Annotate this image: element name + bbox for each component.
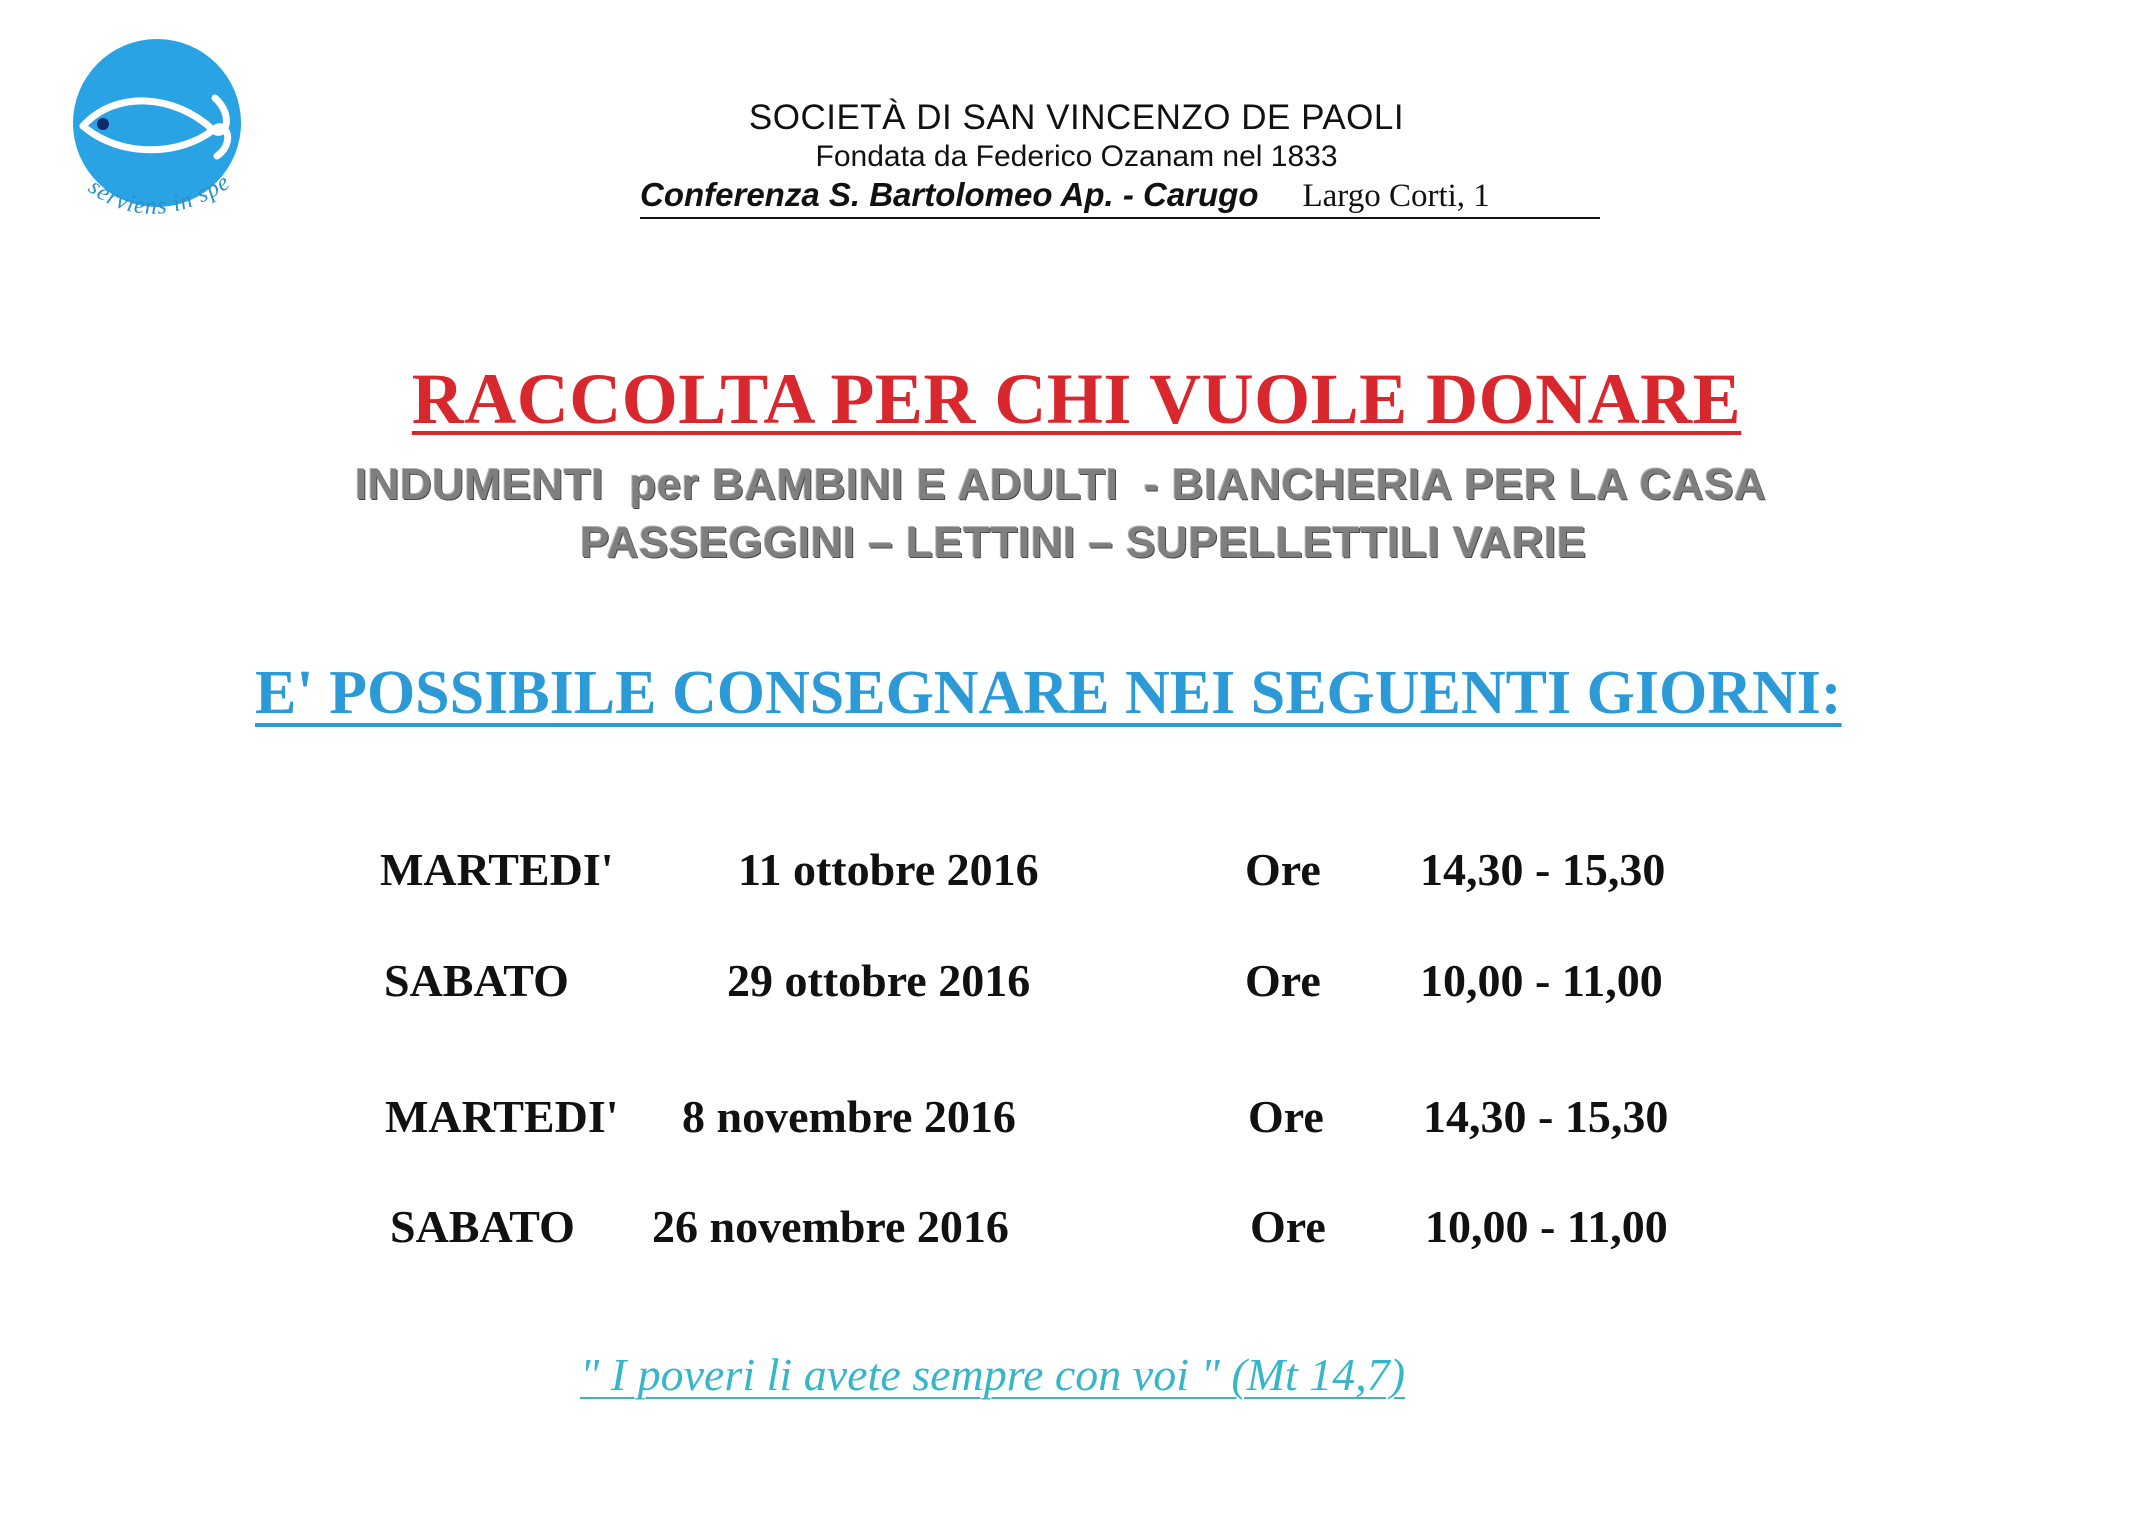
schedule-time: 10,00 - 11,00 (1420, 955, 1663, 1006)
page-title: RACCOLTA PER CHI VUOLE DONARE (411, 359, 1742, 439)
schedule-date: 11 ottobre 2016 (738, 844, 1039, 895)
schedule-day: SABATO (384, 955, 569, 1006)
society-name: SOCIETÀ DI SAN VINCENZO DE PAOLI (748, 98, 1405, 137)
schedule-time: 14,30 - 15,30 (1423, 1091, 1669, 1142)
schedule-day: MARTEDI' (385, 1091, 619, 1142)
schedule-date: 29 ottobre 2016 (727, 955, 1031, 1006)
items-line-1: INDUMENTI per BAMBINI E ADULTI - BIANCHERIA PER LA CASA (355, 460, 1767, 509)
founded-line: Fondata da Federico Ozanam nel 1833 (815, 140, 1338, 173)
schedule-ore-label: Ore (1248, 1091, 1324, 1142)
schedule-ore-label: Ore (1245, 844, 1321, 895)
logo-motto: serviens in spe (83, 168, 235, 220)
conference-name: Conferenza S. Bartolomeo Ap. - Carugo (640, 176, 1259, 213)
society-logo (65, 38, 255, 238)
schedule-day: MARTEDI' (380, 844, 614, 895)
schedule-time: 10,00 - 11,00 (1425, 1201, 1668, 1252)
schedule-date: 8 novembre 2016 (682, 1091, 1016, 1142)
delivery-heading: E' POSSIBILE CONSEGNARE NEI SEGUENTI GIORNI: (255, 659, 1842, 727)
conference-address: Largo Corti, 1 (1302, 178, 1490, 214)
schedule-date: 26 novembre 2016 (652, 1201, 1009, 1252)
schedule-day: SABATO (390, 1201, 575, 1252)
conference-line (640, 176, 1600, 219)
items-line-2: PASSEGGINI – LETTINI – SUPELLETTILI VARIE (580, 518, 1587, 567)
bible-quote: " I poveri li avete sempre con voi " (Mt 14,7) (580, 1349, 1406, 1400)
schedule-ore-label: Ore (1245, 955, 1321, 1006)
schedule-time: 14,30 - 15,30 (1420, 844, 1666, 895)
schedule-ore-label: Ore (1250, 1201, 1326, 1252)
fish-emblem-icon (65, 38, 255, 238)
